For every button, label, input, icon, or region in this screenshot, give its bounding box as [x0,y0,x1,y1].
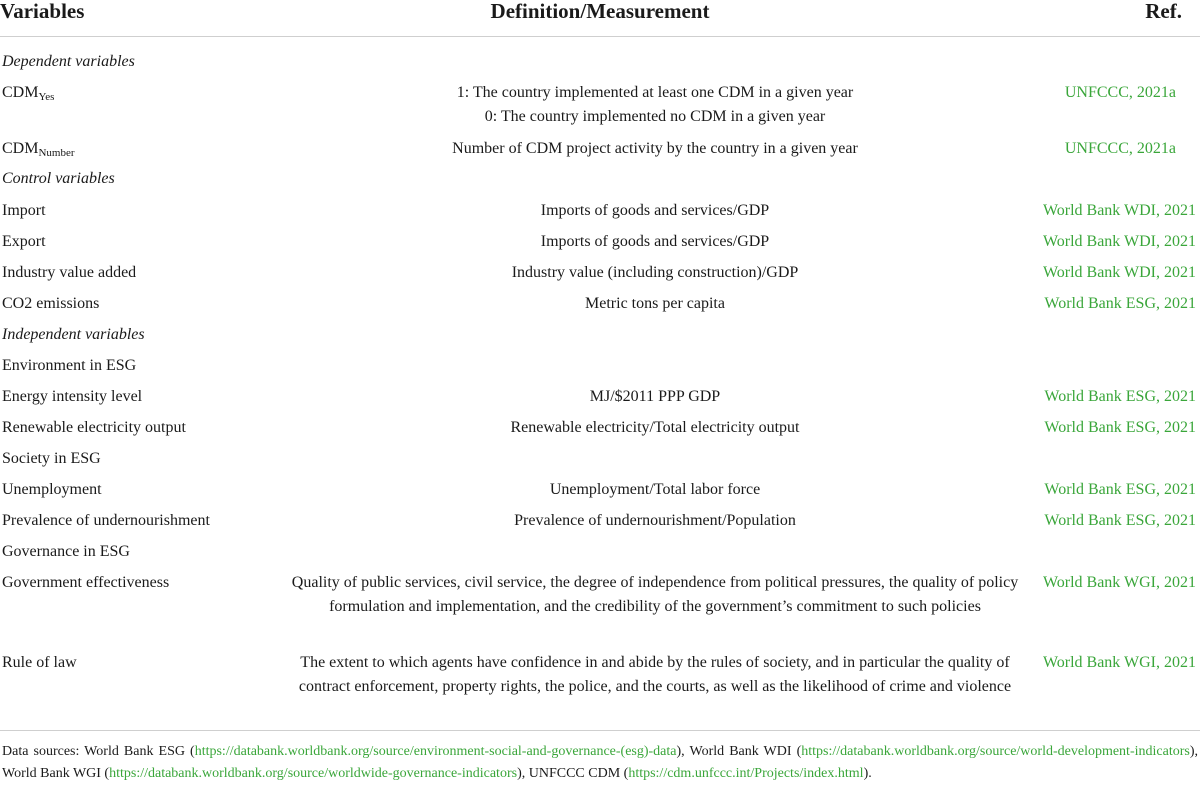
variable-name [2,137,75,161]
reference-link[interactable]: UNFCCC, 2021a [1064,140,1176,157]
footnote-text: ), World Bank WDI ( [676,744,802,759]
footnote-text: ). [863,766,872,781]
footnote-text: ), UNFCCC CDM ( [517,766,629,781]
reference-link[interactable]: World Bank WDI, 2021 [1042,202,1196,219]
variable-definition: Imports of goods and services/GDP [540,233,770,250]
variable-base: CDM [2,140,39,157]
cdm-source-link[interactable]: https://cdm.unfccc.int/Projects/index.html [628,766,864,781]
esg-source-link[interactable]: https://databank.worldbank.org/source/environment-social-and-governance-(esg)-data [194,744,677,759]
data-sources-footnote [2,741,1198,785]
variable-name: Energy intensity level [2,388,143,405]
variable-definition: Imports of goods and services/GDP [540,202,770,219]
variable-definition: Metric tons per capita [585,295,725,312]
reference-link[interactable]: World Bank ESG, 2021 [1044,481,1196,498]
header-variables: Variables [0,0,85,23]
variable-definition [290,81,1020,129]
header-definition: Definition/Measurement [490,0,710,23]
variable-name: Government effectiveness [2,574,170,591]
section-title: Independent variables [2,326,145,343]
variable-name: Industry value added [2,264,137,281]
variable-definition: Prevalence of undernourishment/Population [514,512,796,529]
definition-line: 0: The country implemented no CDM in a given year [484,108,826,125]
subgroup-label: Environment in ESG [2,357,137,374]
footnote-text: Data sources: World Bank ESG ( [2,744,195,759]
wgi-source-link[interactable]: https://databank.worldbank.org/source/worldwide-governance-indicators [109,766,518,781]
reference-link[interactable]: World Bank WGI, 2021 [1042,574,1196,591]
variable-name: Export [2,233,46,250]
subgroup-label: Governance in ESG [2,543,130,560]
variable-name: Unemployment [2,481,102,498]
variable-name: Import [2,202,46,219]
variable-definition: MJ/$2011 PPP GDP [589,388,721,405]
section-title: Control variables [2,170,115,187]
reference-link[interactable]: UNFCCC, 2021a [1064,84,1176,101]
variable-definition: Number of CDM project activity by the country in a given year [452,140,858,157]
variable-definition: Renewable electricity/Total electricity output [510,419,800,436]
variable-definition: Industry value (including construction)/GDP [511,264,799,281]
footer-divider [0,730,1200,731]
footnote-text: ), World Bank WGI ( [2,744,1198,781]
definition-line: 1: The country implemented at least one CDM in a given year [456,84,854,101]
variable-subscript: Yes [38,91,55,103]
table-header [0,0,1200,37]
reference-link[interactable]: World Bank ESG, 2021 [1044,419,1196,436]
variable-definition: The extent to which agents have confidence in and abide by the rules of society, and in particular the quality of contract enforcement, property rights, the police, and the courts, as well as the likelihood of crime and violence [298,654,1012,695]
variable-name: Rule of law [2,654,77,671]
reference-link[interactable]: World Bank ESG, 2021 [1044,388,1196,405]
reference-link[interactable]: World Bank ESG, 2021 [1044,512,1196,529]
variable-subscript: Number [38,147,75,159]
wdi-source-link[interactable]: https://databank.worldbank.org/source/world-development-indicators [801,744,1190,759]
variable-name: Prevalence of undernourishment [2,512,210,529]
variable-definition: Unemployment/Total labor force [549,481,761,498]
reference-link[interactable]: World Bank WDI, 2021 [1042,264,1196,281]
reference-link[interactable]: World Bank WDI, 2021 [1042,233,1196,250]
variable-name: Renewable electricity output [2,419,186,436]
variable-name: CO2 emissions [2,295,100,312]
subgroup-label: Society in ESG [2,450,101,467]
variable-name [2,81,54,105]
header-ref: Ref. [1145,0,1182,23]
section-title: Dependent variables [2,53,135,70]
reference-link[interactable]: World Bank ESG, 2021 [1044,295,1196,312]
variable-base: CDM [2,84,39,101]
variable-definition: Quality of public services, civil service, the degree of independence from political pressures, the quality of policy formulation and implementation, and the credibility of the government’s commitment to such policies [291,574,1019,615]
reference-link[interactable]: World Bank WGI, 2021 [1042,654,1196,671]
